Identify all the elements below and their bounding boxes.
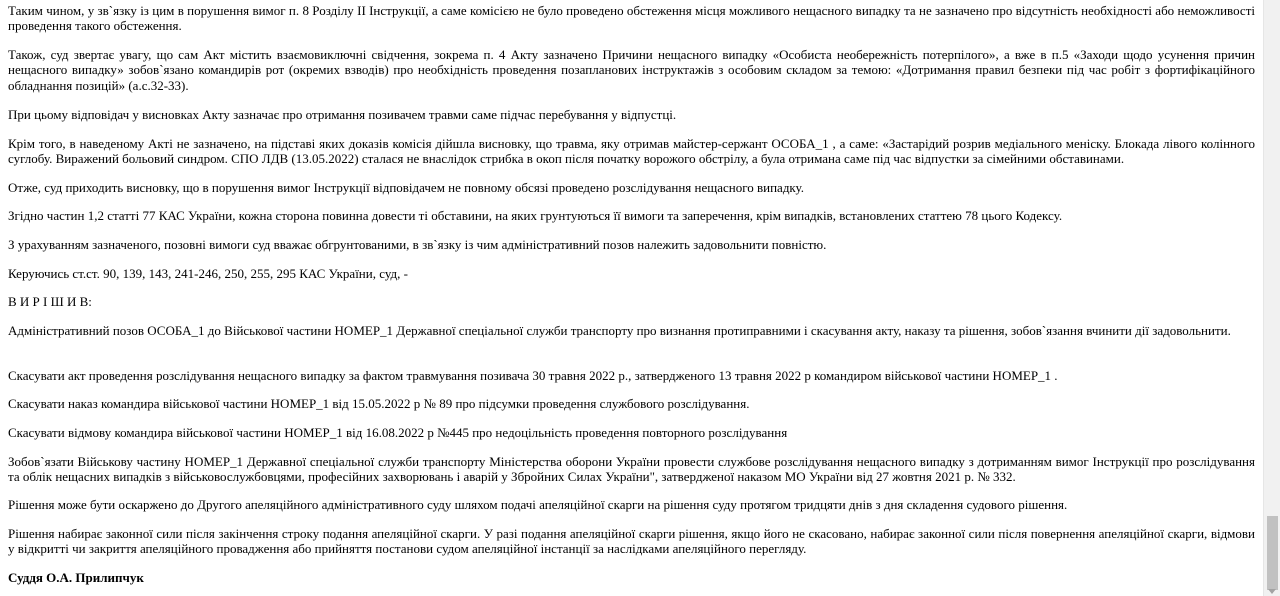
decision-heading: В И Р І Ш И В: <box>8 294 92 309</box>
paragraph-14: Зобов`язати Військову частину НОМЕР_1 Державної спеціальної служби транспорту Міністерства оборони України провести службове розслідування нещасного випадку з дотриманням вимог Інструкції про розслідування та облік нещасних випадків з військовослужбовцями, професійних захворювань і аварій у Збройних Силах України", затвердженої наказом МО України від 27 жовтня 2021 р. № 332. <box>8 454 1255 485</box>
paragraph-3: При цьому відповідач у висновках Акту зазначає про отримання позивачем травми саме підчас перебування у відпустці. <box>8 107 677 122</box>
paragraph-13: Скасувати відмову командира військової частини НОМЕР_1 від 16.08.2022 р №445 про недоцільність проведення повторного розслідування <box>8 425 788 440</box>
paragraph-5: Отже, суд приходить висновку, що в порушення вимог Інструкції відповідачем не повному обсязі проведено розслідування нещасного випадку. <box>8 180 805 195</box>
paragraph-1: Таким чином, у зв`язку із цим в порушення вимог п. 8 Розділу ІІ Інструкції, а саме комісією не було проведено обстеження місця можливого нещасного випадку та не зазначено про відсутність необхідності або неможливості проведення такого обстеження. <box>8 3 1255 34</box>
vertical-scrollbar[interactable] <box>1263 0 1280 596</box>
paragraph-8: Керуючись ст.ст. 90, 139, 143, 241-246, 250, 255, 295 КАС України, суд, - <box>8 266 408 281</box>
scroll-down-arrow-icon[interactable] <box>1268 589 1276 594</box>
paragraph-10: Адміністративний позов ОСОБА_1 до Військової частини НОМЕР_1 Державної спеціальної служби транспорту про визнання протиправними і скасування акту, наказу та рішення, зобов`язання вчинити дії задовольнити. <box>8 323 1231 338</box>
paragraph-12: Скасувати наказ командира військової частини НОМЕР_1 від 15.05.2022 р № 89 про підсумки проведення службового розслідування. <box>8 396 750 411</box>
paragraph-6: Згідно частин 1,2 статті 77 КАС України, кожна сторона повинна довести ті обставини, на яких грунтуються її вимоги та заперечення, крім випадків, встановлених статтею 78 цього Кодексу. <box>8 208 1063 223</box>
judge-signature: Суддя О.А. Прилипчук <box>8 570 144 585</box>
paragraph-2: Також, суд звертає увагу, що сам Акт містить взаємовиключні свідчення, зокрема п. 4 Акту зазначено Причини нещасного випадку «Особиста необережність потерпілого», а вже в п.5 «Заходи щодо усунення причин нещасного випадку» зобов`язано командирів рот (окремих взводів) про необхідність проведення позапланових інструктажів з особовим складом за темою: «Дотримання правил безпеки під час робіт з фортифікаційного обладнання позицій» (а.с.32-33). <box>8 47 1255 93</box>
paragraph-15: Рішення може бути оскаржено до Другого апеляційного адміністративного суду шляхом подачі апеляційної скарги на рішення суду протягом тридцяти днів з дня складення судового рішення. <box>8 497 1068 512</box>
paragraph-11: Скасувати акт проведення розслідування нещасного випадку за фактом травмування позивача 30 травня 2022 р., затвердженого 13 травня 2022 р командиром військової частини НОМЕР_1 . <box>8 368 1058 383</box>
scrollbar-thumb[interactable] <box>1267 516 1278 590</box>
paragraph-4: Крім того, в наведеному Акті не зазначено, на підставі яких доказів комісія дійшла висновку, що травма, яку отримав майстер-сержант ОСОБА_1 , а саме: «Застарідий розрив медіального меніску. Блокада лівого колінного суглобу. Виражений больовий синдром. СПО ЛДВ (13.05.2022) сталася не внаслідок стрибка в окоп після початку ворожого обстрілу, а була отримана саме під час відпустки за сімейними обставинами. <box>8 136 1255 167</box>
paragraph-7: З урахуванням зазначеного, позовні вимоги суд вважає обгрунтованими, в зв`язку із чим адміністративний позов належить задовольнити повністю. <box>8 237 827 252</box>
paragraph-16: Рішення набирає законної сили після закінчення строку подання апеляційної скарги. У разі подання апеляційної скарги рішення, якщо його не скасовано, набирає законної сили після повернення апеляційної скарги, відмови у відкритті чи закриття апеляційного провадження або прийняття постанови судом апеляційної інстанції за наслідками апеляційного перегляду. <box>8 526 1255 557</box>
